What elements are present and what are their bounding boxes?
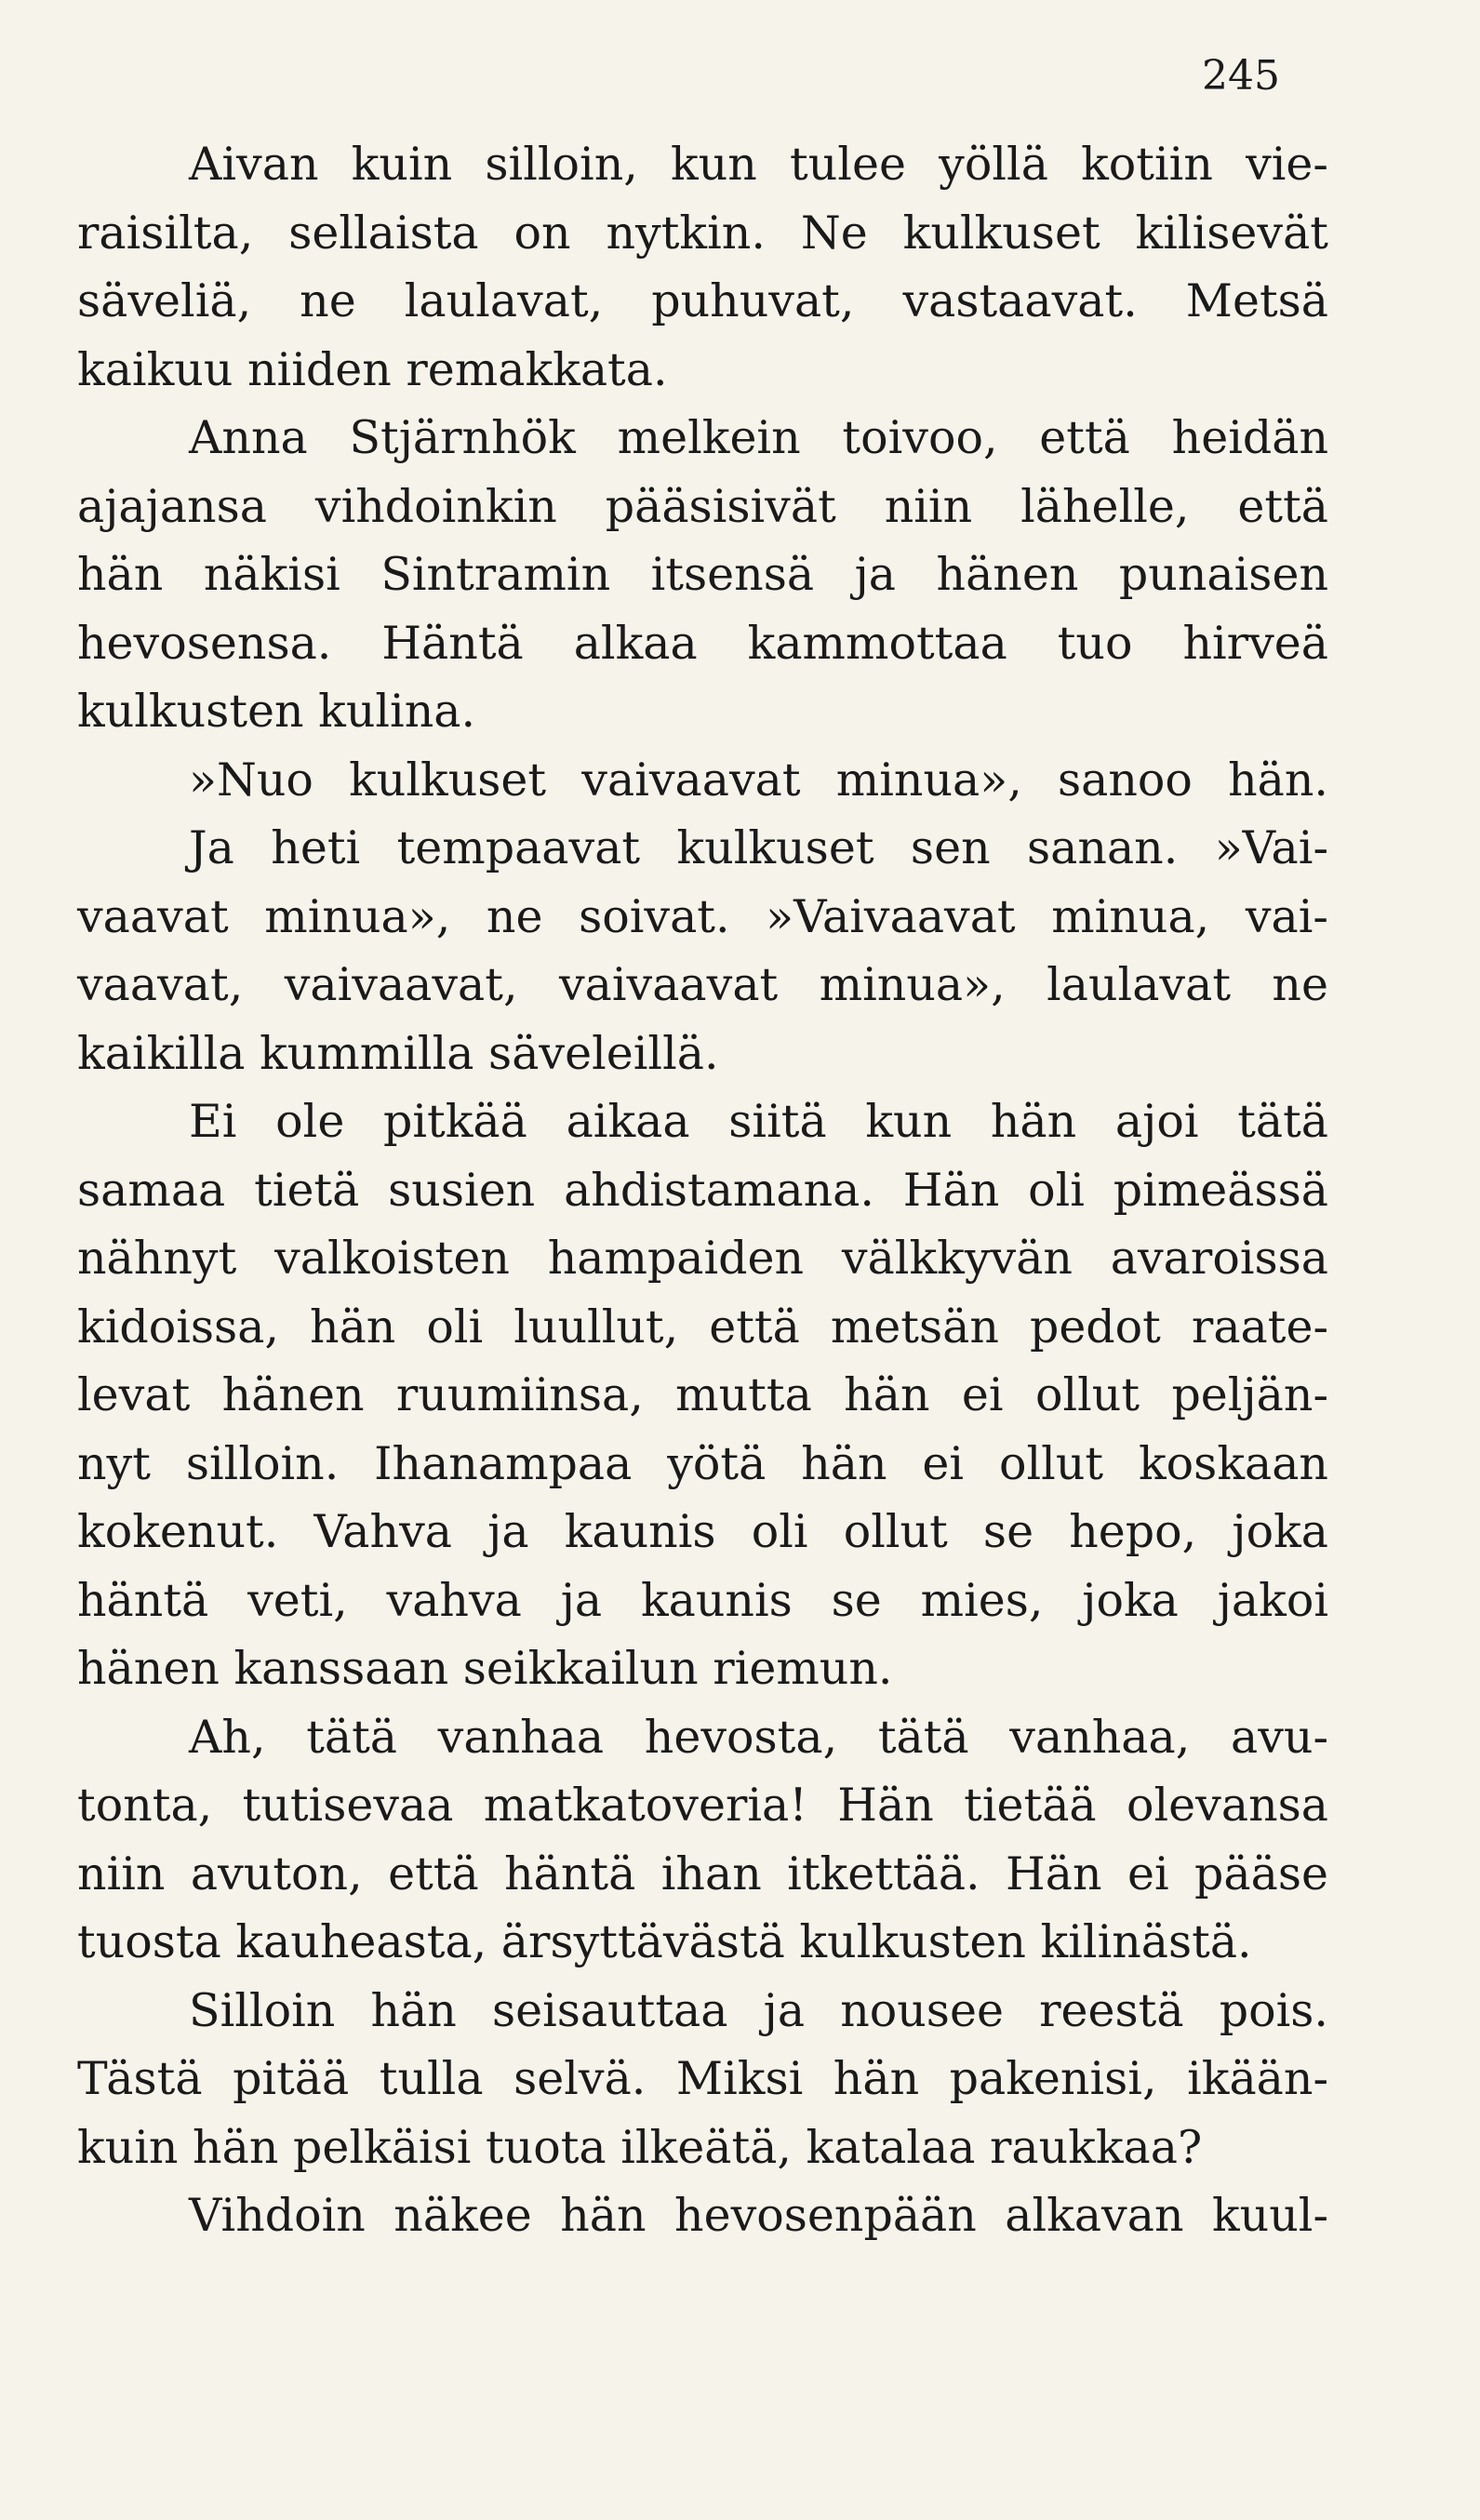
text-line: kulkusten kulina. [77,685,476,738]
text-line: Ei ole pitkää aikaa siitä kun hän ajoi tätä [189,1095,1328,1148]
text-line: Ah, tätä vanhaa hevosta, tätä vanhaa, avu- [189,1710,1328,1764]
text-line: raisilta, sellaista on nytkin. Ne kulkuset kilisevät [77,206,1328,260]
text-line: samaa tietä susien ahdistamana. Hän oli pimeässä [77,1163,1328,1217]
text-line: tuosta kauheasta, ärsyttävästä kulkusten kilinästä. [77,1915,1252,1968]
text-line: nähnyt valkoisten hampaiden välkkyvän avaroissa [77,1232,1328,1285]
text-line: vaavat minua», ne soivat. »Vaivaavat minua, vai- [77,889,1328,943]
text-line: kokenut. Vahva ja kaunis oli ollut se hepo, joka [77,1505,1328,1558]
text-line: hevosensa. Häntä alkaa kammottaa tuo hirveä [77,616,1328,670]
text-line: Anna Stjärnhök melkein toivoo, että heidän [189,411,1328,464]
text-line: hänen kanssaan seikkailun riemun. [77,1642,893,1695]
text-line: ajajansa vihdoinkin pääsisivät niin lähelle, että [77,479,1328,533]
body-text [77,130,1328,2250]
text-line: kaikilla kummilla säveleillä. [77,1026,719,1080]
text-line: hän näkisi Sintramin itsensä ja hänen punaisen [77,548,1328,601]
text-line: vaavat, vaivaavat, vaivaavat minua», laulavat ne [77,958,1328,1011]
text-line: Vihdoin näkee hän hevosenpään alkavan kuul- [189,2189,1328,2242]
text-line: säveliä, ne laulavat, puhuvat, vastaavat. Metsä [77,274,1328,327]
text-line: tonta, tutisevaa matkatoveria! Hän tietää olevansa [77,1779,1328,1832]
text-line: kaikuu niiden remakkata. [77,342,668,396]
text-line: Ja heti tempaavat kulkuset sen sanan. »Vai- [189,821,1328,874]
text-line: Tästä pitää tulla selvä. Miksi hän pakenisi, ikään- [77,2052,1328,2105]
text-line: Silloin hän seisauttaa ja nousee reestä pois. [189,1983,1328,2037]
text-line: niin avuton, että häntä ihan itkettää. Hän ei pääse [77,1847,1328,1900]
page-number: 245 [1202,52,1280,100]
text-line: kuin hän pelkäisi tuota ilkeätä, katalaa raukkaa? [77,2120,1203,2174]
text-line: häntä veti, vahva ja kaunis se mies, joka jakoi [77,1573,1328,1627]
text-line: nyt silloin. Ihanampaa yötä hän ei ollut koskaan [77,1436,1328,1490]
text-line: levat hänen ruumiinsa, mutta hän ei ollut peljän- [77,1368,1328,1421]
text-line: »Nuo kulkuset vaivaavat minua», sanoo hän. [189,753,1328,807]
text-line: kidoissa, hän oli luullut, että metsän pedot raate- [77,1300,1328,1353]
text-line: Aivan kuin silloin, kun tulee yöllä kotiin vie- [189,138,1328,191]
